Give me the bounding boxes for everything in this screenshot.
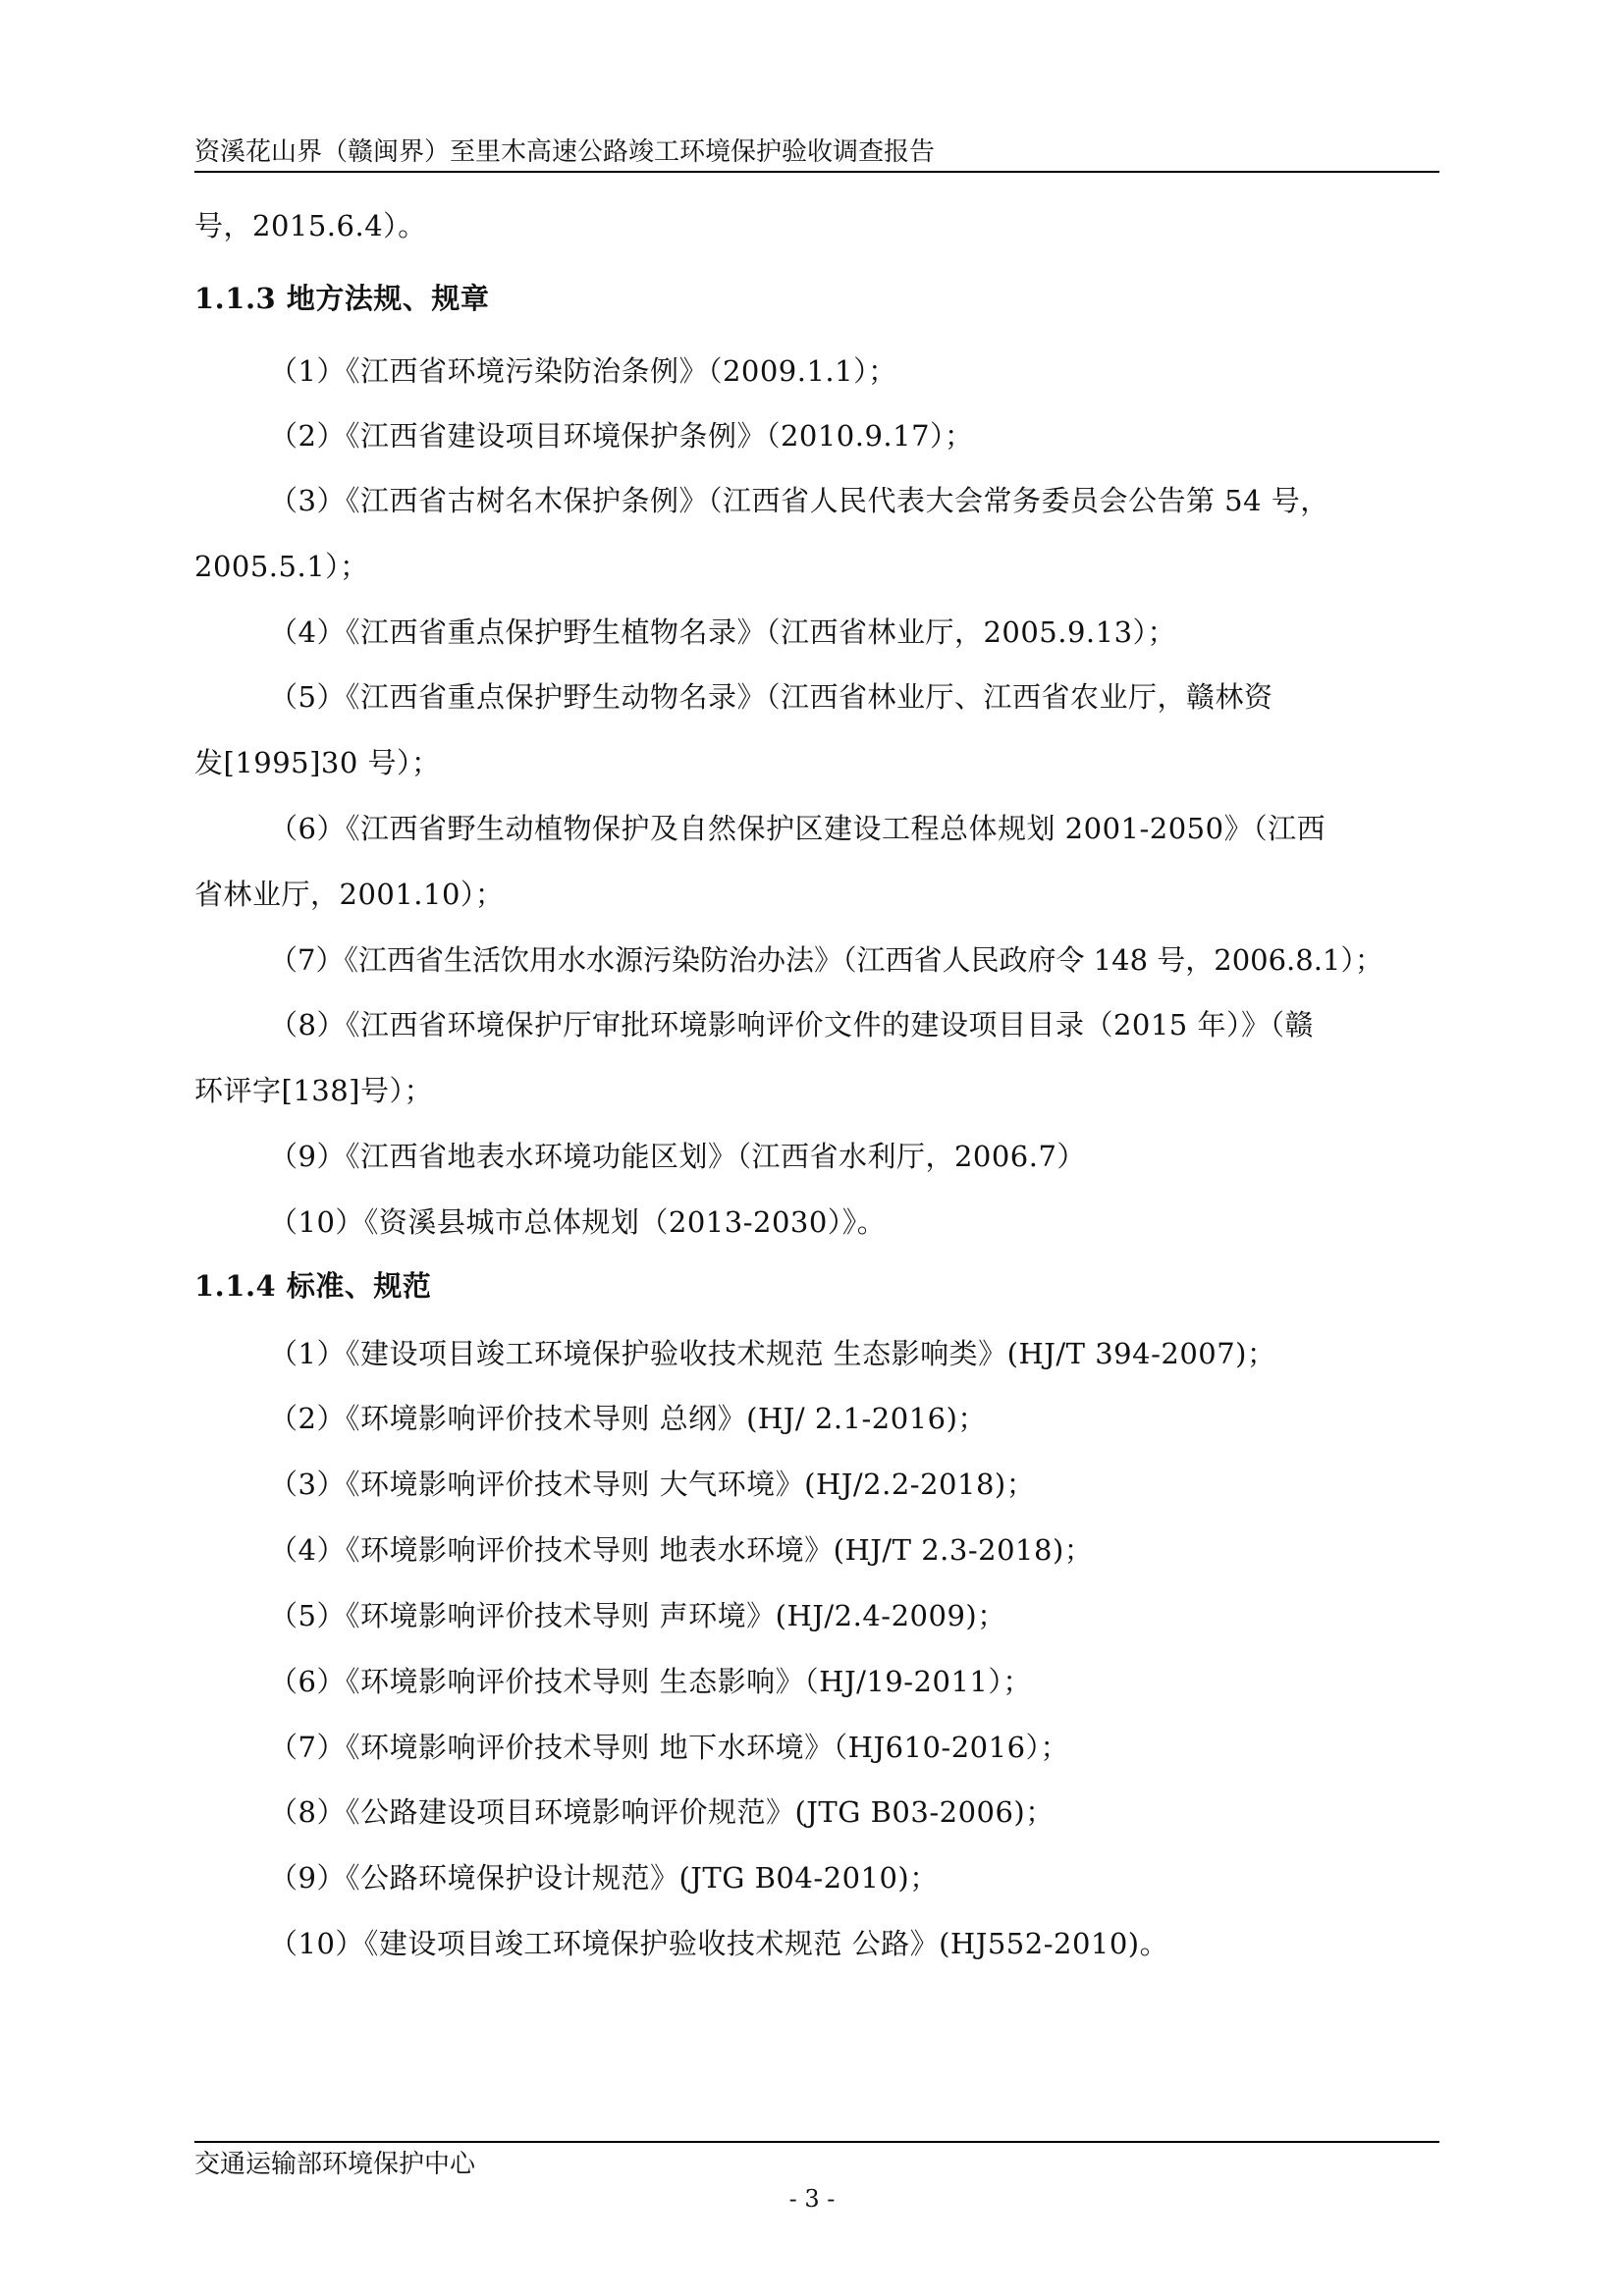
list-item: （7）《江西省生活饮用水水源污染防治办法》（江西省人民政府令 148 号，2006.8.1）；	[269, 943, 1383, 977]
list-item: （8）《公路建设项目环境影响评价规范》(JTG B03-2006)；	[269, 1795, 1055, 1829]
list-item: （1）《建设项目竣工环境保护验收技术规范 生态影响类》(HJ/T 394-2007)；	[269, 1337, 1276, 1370]
section-heading-1-1-3: 1.1.3 地方法规、规章	[194, 282, 490, 315]
list-item-continuation: 2005.5.1）；	[194, 550, 369, 583]
list-item-continuation: 环评字[138]号）；	[194, 1074, 433, 1107]
list-item: （8）《江西省环境保护厅审批环境影响评价文件的建设项目目录（2015 年）》（赣	[269, 1008, 1314, 1041]
list-item: （3）《江西省古树名木保护条例》（江西省人民代表大会常务委员会公告第 54 号，	[269, 484, 1329, 517]
section-heading-1-1-4: 1.1.4 标准、规范	[194, 1269, 432, 1303]
footer-organization: 交通运输部环境保护中心	[194, 2150, 476, 2179]
list-item: （2）《环境影响评价技术导则 总纲》(HJ/ 2.1-2016)；	[269, 1402, 987, 1435]
list-item: （4）《环境影响评价技术导则 地表水环境》(HJ/T 2.3-2018)；	[269, 1533, 1094, 1567]
list-item: （7）《环境影响评价技术导则 地下水环境》（HJ610-2016）；	[269, 1731, 1070, 1764]
list-item: （1）《江西省环境污染防治条例》（2009.1.1）；	[269, 354, 897, 388]
list-item: （2）《江西省建设项目环境保护条例》（2010.9.17）；	[269, 419, 974, 453]
list-item: （5）《环境影响评价技术导则 声环境》(HJ/2.4-2009)；	[269, 1599, 1006, 1632]
list-item: （9）《公路环境保护设计规范》(JTG B04-2010)；	[269, 1861, 939, 1895]
list-item: （6）《环境影响评价技术导则 生态影响》（HJ/19-2011）；	[269, 1665, 1032, 1698]
page-number: - 3 -	[788, 2185, 836, 2213]
list-item-continuation: 发[1995]30 号）；	[194, 746, 441, 779]
running-header: 资溪花山界（赣闽界）至里木高速公路竣工环境保护验收调查报告	[194, 137, 936, 167]
list-item: （9）《江西省地表水环境功能区划》（江西省水利厅，2006.7）	[269, 1140, 1086, 1173]
footer-rule	[194, 2141, 1439, 2143]
list-item-continuation: 省林业厅，2001.10）；	[194, 878, 505, 911]
list-item: （4）《江西省重点保护野生植物名录》（江西省林业厅，2005.9.13）；	[269, 615, 1177, 649]
list-item: （10）《资溪县城市总体规划（2013-2030）》。	[269, 1205, 887, 1239]
header-rule	[194, 171, 1439, 173]
continuation-text: 号，2015.6.4）。	[194, 209, 427, 242]
list-item: （5）《江西省重点保护野生动物名录》（江西省林业厅、江西省农业厅，赣林资	[269, 680, 1273, 714]
list-item: （6）《江西省野生动植物保护及自然保护区建设工程总体规划 2001-2050》（江西	[269, 812, 1326, 845]
list-item: （3）《环境影响评价技术导则 大气环境》(HJ/2.2-2018)；	[269, 1468, 1036, 1501]
list-item: （10）《建设项目竣工环境保护验收技术规范 公路》(HJ552-2010)。	[269, 1927, 1169, 1960]
